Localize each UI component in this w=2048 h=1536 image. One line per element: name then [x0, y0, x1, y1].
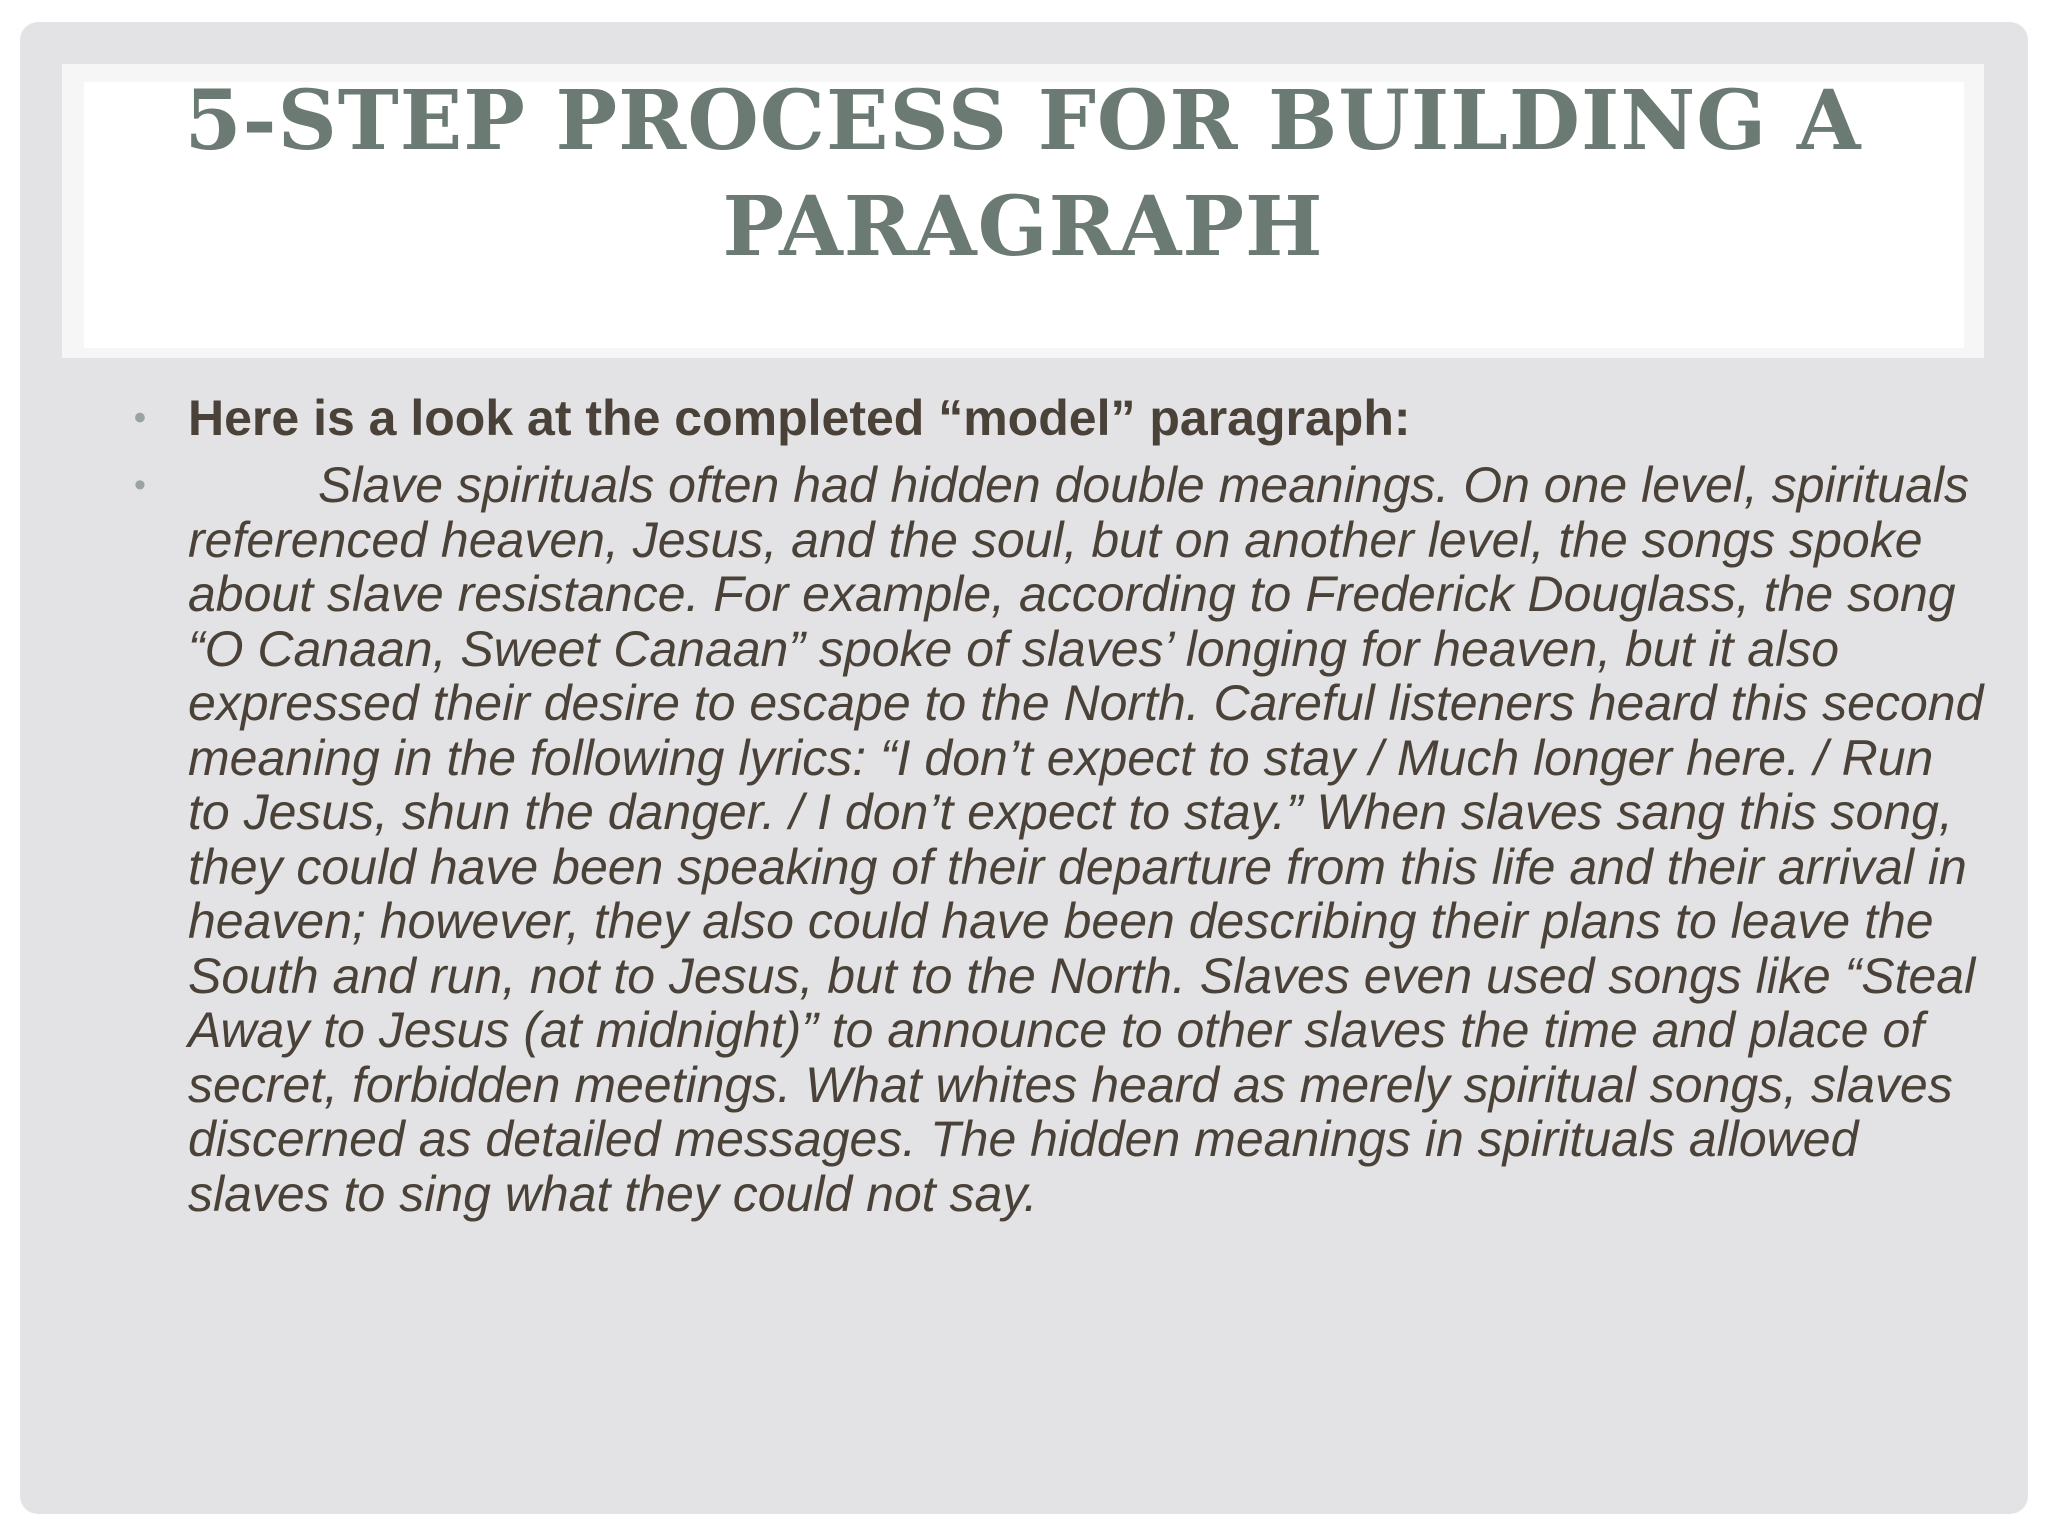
bullet-intro-text: Here is a look at the completed “model” paragraph: — [188, 390, 1411, 446]
bullet-model-paragraph — [116, 458, 1986, 1221]
slide-title: 5-STEP PROCESS FOR BUILDING A PARAGRAPH — [184, 73, 1862, 275]
bullet-marker: • — [134, 466, 146, 504]
model-paragraph-text: Slave spirituals often had hidden double meanings. On one level, spirituals referenced heaven, Jesus, and the soul, but on another level, the songs spoke about slave resistance. For example, according to Frederick Douglass, the song “O Canaan, Sweet Canaan” spoke of slaves’ longing for heaven, but it also expressed their desire to escape to the North. Careful listeners heard this second meaning in the following lyrics: “I don’t expect to stay / Much longer here. / Run to Jesus, shun the danger. / I don’t expect to stay.” When slaves sang this song, they could have been speaking of their departure from this life and their arrival in heaven; however, they also could have been describing their plans to leave the South and run, not to Jesus, but to the North. Slaves even used songs like “Steal Away to Jesus (at midnight)” to announce to other slaves the time and place of secret, forbidden meetings. What whites heard as merely spiritual songs, slaves discerned as detailed messages. The hidden meanings in spirituals allowed slaves to sing what they could not say. — [188, 457, 1984, 1222]
slide — [20, 22, 2028, 1514]
bullet-marker: • — [134, 399, 146, 437]
bullet-intro — [116, 388, 1986, 448]
slide-content — [116, 388, 1986, 1221]
